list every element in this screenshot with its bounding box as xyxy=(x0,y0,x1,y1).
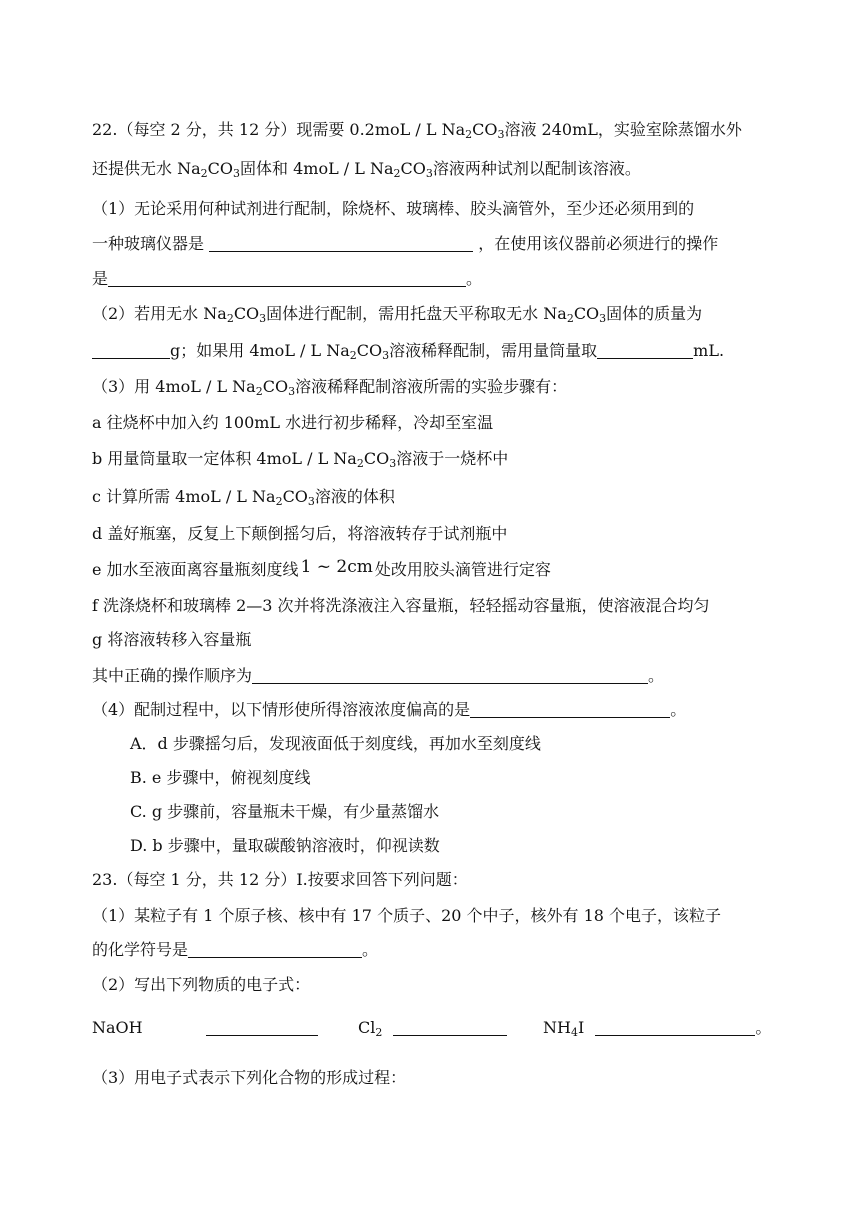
q23-part3: （3）用电子式表示下列化合物的形成过程： xyxy=(92,1068,407,1087)
q23-part2: （2）写出下列物质的电子式： xyxy=(92,975,311,994)
option-d: D. b 步骤中，量取碳酸钠溶液时，仰视读数 xyxy=(130,836,440,855)
step-f: f 洗涤烧杯和玻璃棒 2—3 次并将洗涤液注入容量瓶，轻轻摇动容量瓶，使溶液混合均匀 xyxy=(92,596,710,615)
option-b: B. e 步骤中，俯视刻度线 xyxy=(130,768,311,787)
step-e: e 加水至液面离容量瓶刻度线 1 ~ 2cm 处改用胶头滴管进行定容 xyxy=(92,557,551,579)
q23-part1-line2: 的化学符号是 。 xyxy=(92,940,379,959)
answer-blank-cl2[interactable] xyxy=(393,1019,507,1036)
q22-part4: （4）配制过程中，以下情形使所得溶液浓度偏高的是 。 xyxy=(92,700,687,719)
q22-part2-line2: g；如果用 4moL / L $Na_2CO_3$溶液稀释配制，需用量筒量取 mL. xyxy=(92,341,724,360)
q22-part1-line2: 一种玻璃仪器是 ，在使用该仪器前必须进行的操作 xyxy=(92,234,719,253)
step-c: c 计算所需 4moL / L $Na_2CO_3$溶液的体积 xyxy=(92,487,395,508)
electron-formula-nh4i-row: $NH_4I$ 。 xyxy=(543,1018,772,1039)
q22-header: 22.（每空 2 分，共 12 分）现需要 0.2moL / L $Na_2CO_3$溶液 240mL，实验室除蒸馏水外 xyxy=(92,120,742,141)
q23-part1-line1: （1）某粒子有 1 个原子核、核中有 17 个质子、20 个中子，核外有 18 个电子，该粒子 xyxy=(92,906,722,925)
step-a: a 往烧杯中加入约 100mL 水进行初步稀释，冷却至室温 xyxy=(92,413,494,432)
q22-part1-line3: 是 。 xyxy=(92,269,483,288)
answer-blank-volume[interactable] xyxy=(597,342,693,359)
q22-header-line2: 还提供无水 $Na_2CO_3$固体和 4moL / L $Na_2CO_3$溶液两种试剂以配制该溶液。 xyxy=(92,159,641,180)
q22-part1-line1: （1）无论采用何种试剂进行配制，除烧杯、玻璃棒、胶头滴管外，至少还必须用到的 xyxy=(92,199,695,218)
electron-formula-naoh-row xyxy=(92,1018,143,1037)
naoh-label: NaOH xyxy=(92,1018,143,1037)
q22-header-text: 22.（每空 2 分，共 12 分）现需要 0.2moL / L Na xyxy=(92,120,466,139)
q22-part2-line1: （2）若用无水 $Na_2CO_3$固体进行配制，需用托盘天平称取无水 $Na_2CO_3$固体的质量为 xyxy=(92,304,703,325)
answer-blank-mass[interactable] xyxy=(92,342,170,359)
step-b: b 用量筒量取一定体积 4moL / L $Na_2CO_3$溶液于一烧杯中 xyxy=(92,449,509,470)
answer-blank-concentration[interactable] xyxy=(470,701,670,718)
step-g: g 将溶液转移入容量瓶 xyxy=(92,630,252,649)
cl2-label: Cl xyxy=(358,1018,376,1037)
answer-blank-operation[interactable] xyxy=(108,270,466,287)
electron-formula-cl2-row: $Cl_2$ xyxy=(358,1018,507,1037)
answer-blank-order[interactable] xyxy=(252,667,648,684)
answer-blank-nh4i[interactable] xyxy=(595,1019,755,1036)
step-d: d 盖好瓶塞，反复上下颠倒摇匀后，将溶液转存于试剂瓶中 xyxy=(92,524,508,543)
option-c: C. g 步骤前，容量瓶未干燥，有少量蒸馏水 xyxy=(130,802,440,821)
answer-blank-instrument[interactable] xyxy=(209,235,473,252)
answer-blank-naoh[interactable] xyxy=(206,1019,318,1036)
nh4i-label: NH xyxy=(543,1018,571,1037)
order-question: 其中正确的操作顺序为 。 xyxy=(92,666,665,685)
answer-blank-particle-symbol[interactable] xyxy=(188,941,362,958)
q22-part3: （3）用 4moL / L $Na_2CO_3$溶液稀释配制溶液所需的实验步骤有： xyxy=(92,377,568,398)
option-a: A．d 步骤摇匀后，发现液面低于刻度线，再加水至刻度线 xyxy=(130,734,541,753)
q23-header: 23.（每空 1 分，共 12 分）Ⅰ.按要求回答下列问题： xyxy=(92,870,468,889)
